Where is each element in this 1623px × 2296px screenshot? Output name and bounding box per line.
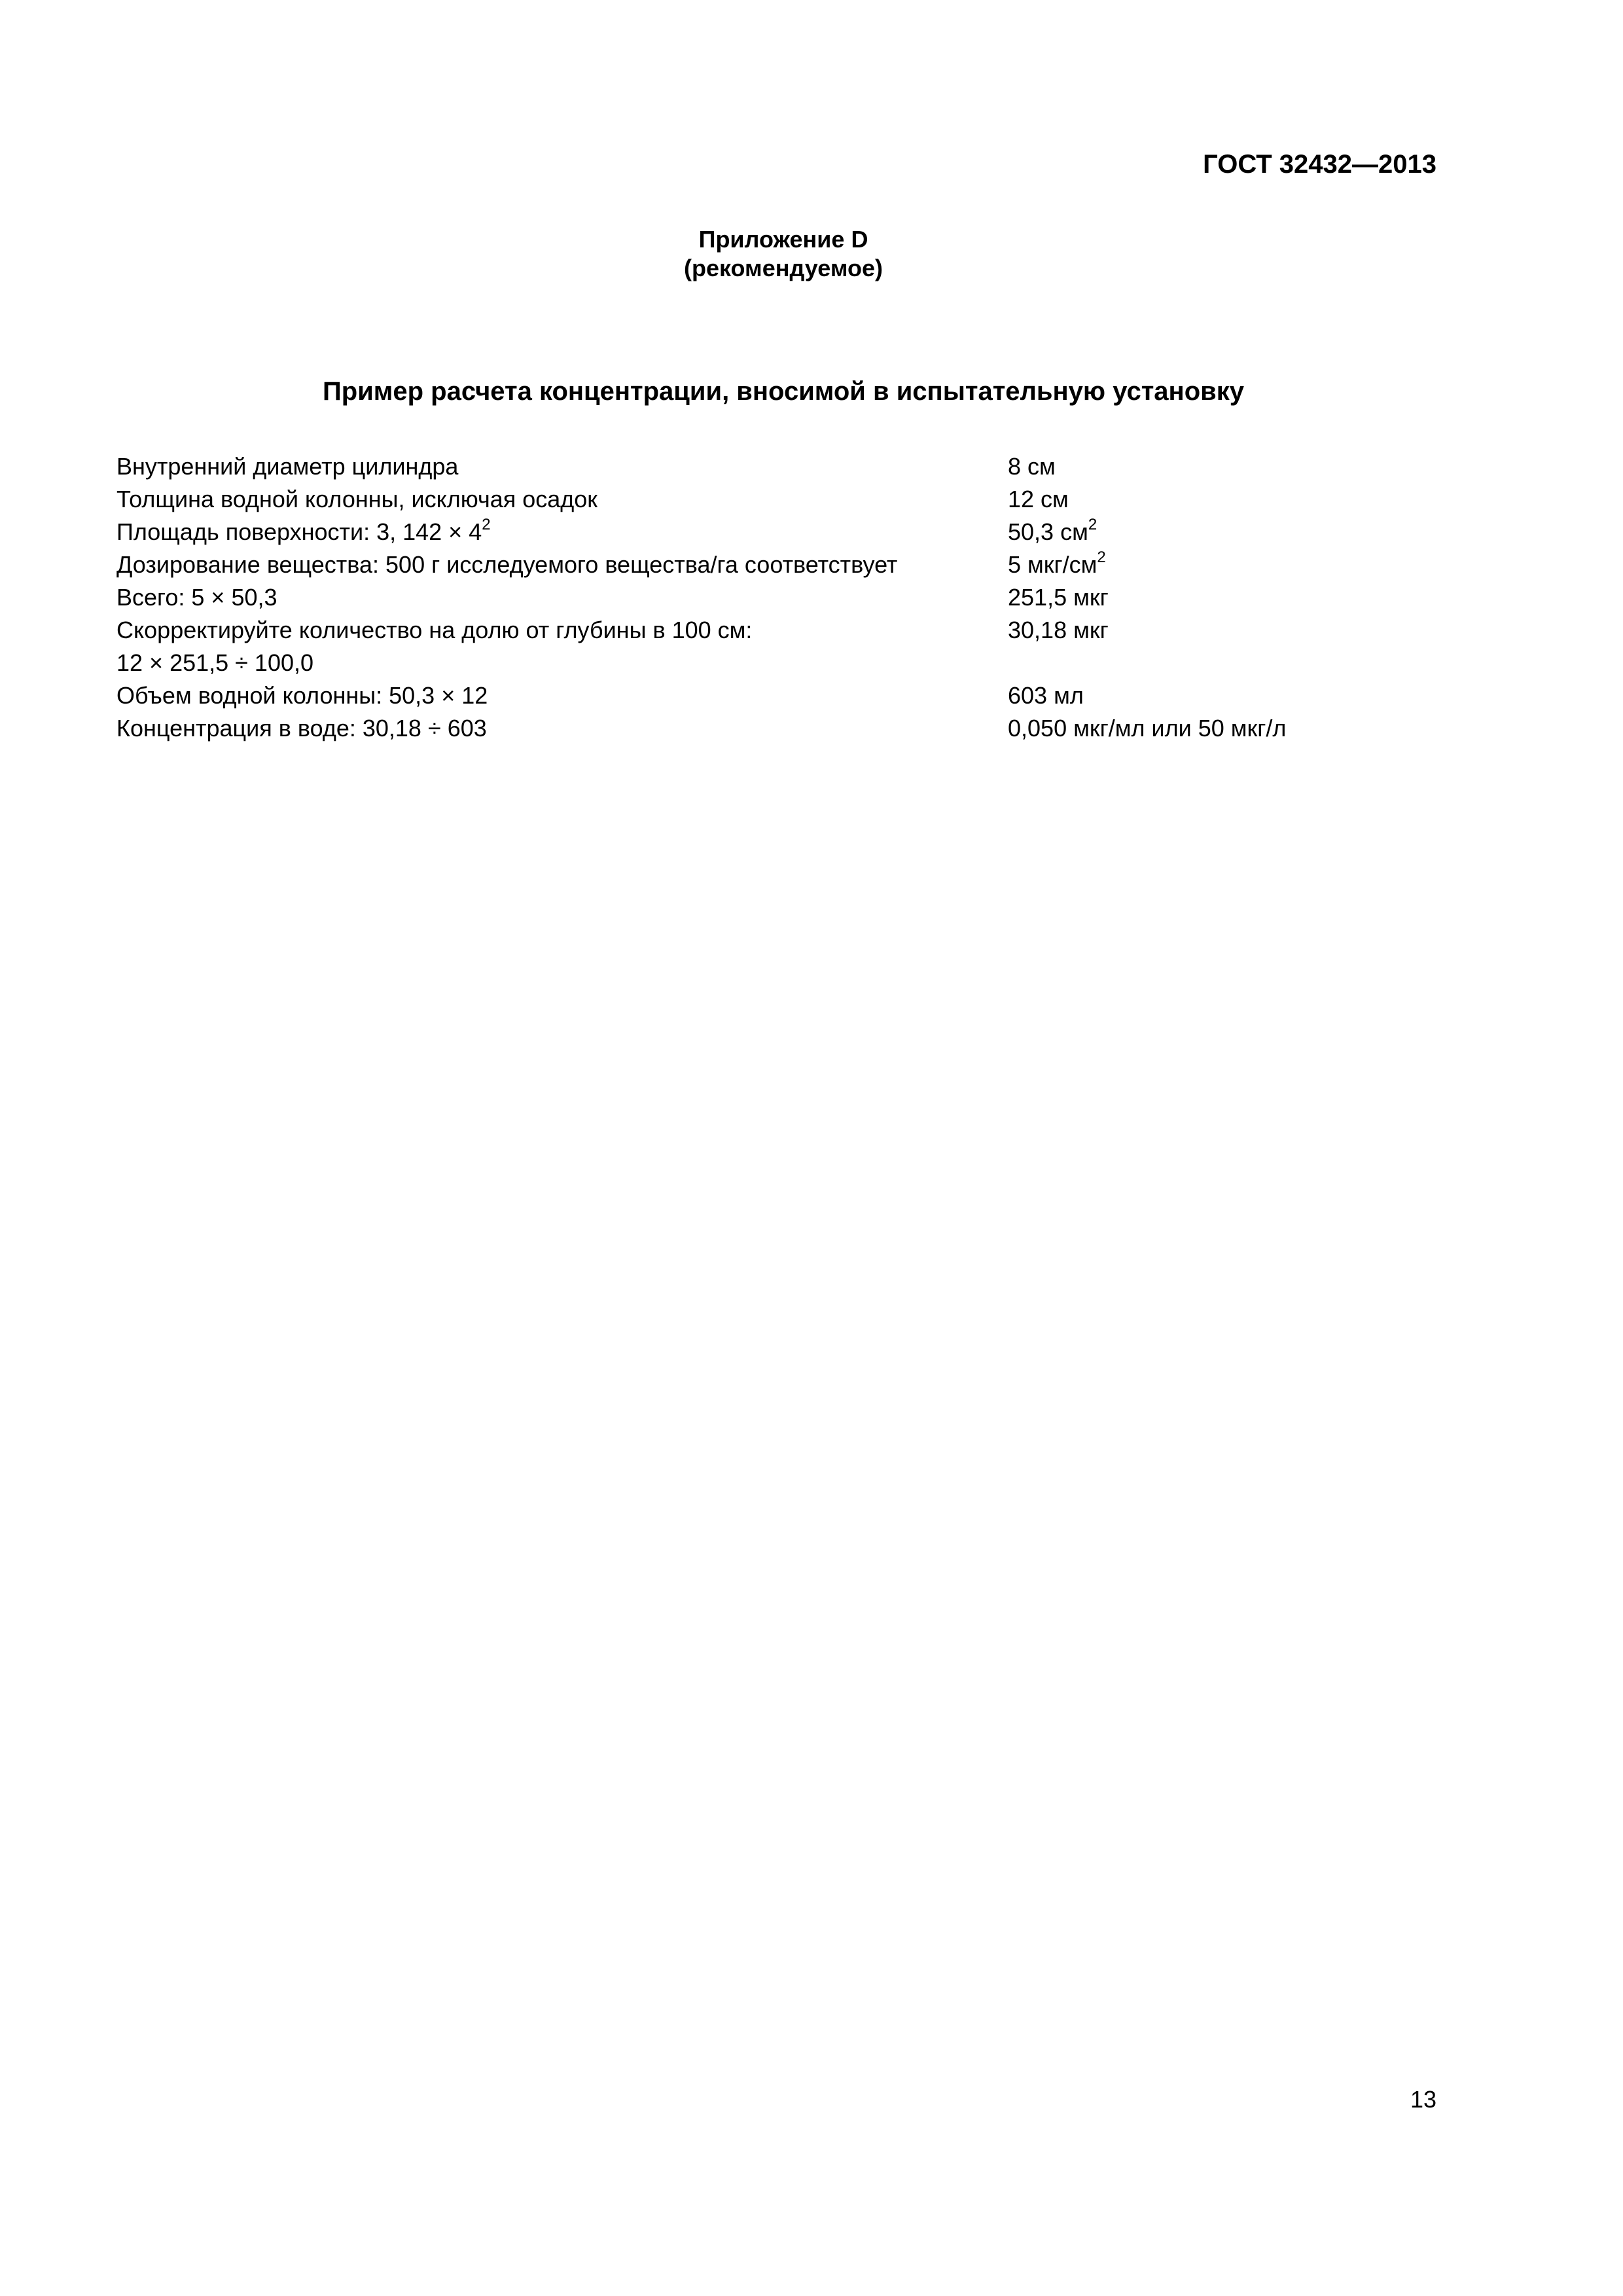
calc-label: Дозирование вещества: 500 г исследуемого вещества/га соответствует: [116, 551, 898, 578]
calc-row-water-column-volume: [116, 679, 1491, 712]
calculation-table: [116, 450, 1491, 745]
calc-label: Толщина водной колонны, исключая осадок: [116, 486, 598, 512]
calc-label: Внутренний диаметр цилиндра: [116, 453, 459, 480]
standard-code: ГОСТ 32432—2013: [1203, 150, 1436, 179]
calc-label: Скорректируйте количество на долю от глубины в 100 см: 12 × 251,5 ÷ 100,0: [116, 617, 753, 676]
calc-label: Всего: 5 × 50,3: [116, 584, 277, 611]
calc-label: Объем водной колонны: 50,3 × 12: [116, 682, 488, 709]
appendix-title: Приложение D: [698, 226, 868, 253]
calc-row-surface-area: [116, 516, 1491, 548]
calc-row-water-concentration: [116, 712, 1491, 745]
calc-value: 0,050 мкг/мл или 50 мкг/л: [1008, 715, 1287, 742]
page-number: 13: [1410, 2086, 1436, 2113]
calc-label: Концентрация в воде: 30,18 ÷ 603: [116, 715, 487, 742]
calc-value: 12 см: [1008, 486, 1069, 512]
section-title: Пример расчета концентрации, вносимой в испытательную установку: [323, 377, 1244, 406]
calc-value: 30,18 мкг: [1008, 617, 1109, 643]
calc-row-substance-dosing: [116, 548, 1491, 581]
calc-value: 603 мл: [1008, 682, 1084, 709]
calc-label: Площадь поверхности: 3, $142 \times 4^2$: [116, 516, 491, 545]
calc-value: 5 мкг/$см^2$: [1008, 548, 1106, 578]
calc-value: 50,3 $см^2$: [1008, 516, 1097, 545]
superscript: 2: [482, 516, 491, 533]
calc-row-water-column-thickness: [116, 483, 1491, 516]
calc-value: 251,5 мкг: [1008, 584, 1109, 611]
calc-row-cylinder-diameter: [116, 450, 1491, 483]
appendix-heading: [0, 225, 1567, 283]
calc-row-total: [116, 581, 1491, 614]
superscript: 2: [1097, 548, 1106, 566]
calc-row-depth-correction: [116, 614, 1491, 679]
calc-value: 8 см: [1008, 453, 1056, 480]
superscript: 2: [1088, 516, 1097, 533]
appendix-subtitle: (рекомендуемое): [684, 255, 883, 281]
